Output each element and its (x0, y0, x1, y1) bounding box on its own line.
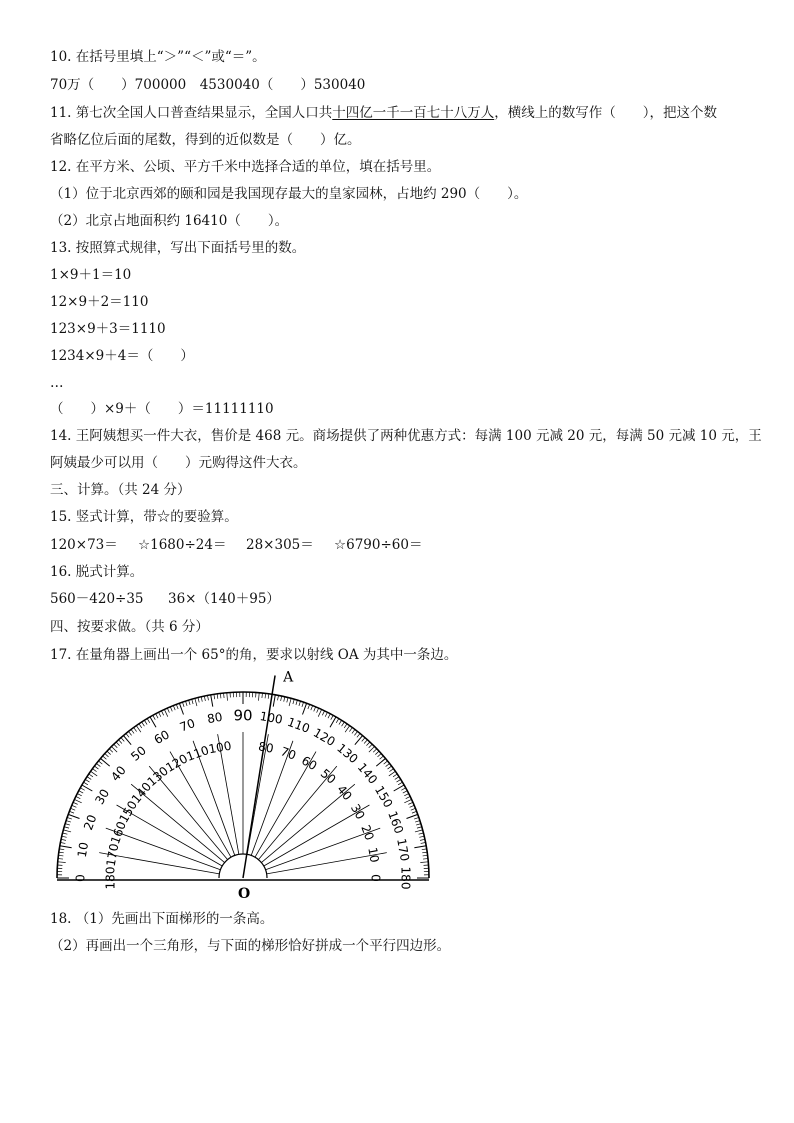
protractor-tick (79, 791, 83, 793)
q12-part1: （1）位于北京西郊的颐和园是我国现存最大的皇家园林，占地约 290（ ）。 (50, 186, 528, 202)
protractor-tick (159, 712, 161, 716)
protractor-tick (96, 763, 100, 766)
protractor-tick (116, 742, 119, 746)
protractor-tick (404, 799, 411, 802)
q15-stem: 15. 竖式计算，带☆的要验算。 (50, 509, 238, 525)
protractor-inner-label: 0 (368, 874, 383, 882)
protractor-tick (415, 830, 423, 832)
protractor-tick (289, 698, 291, 706)
protractor-tick (364, 740, 367, 744)
protractor-tick (167, 708, 169, 713)
q14-line1: 14. 王阿姨想买一件大衣，售价是 468 元。商场提供了两种优惠方式：每满 100 元减 20 元，每满 50 元减 10 元，王 (50, 428, 762, 444)
protractor-tick (161, 711, 163, 715)
protractor-tick (60, 846, 72, 848)
protractor-tick (302, 702, 304, 707)
protractor-inner-label: 10 (365, 846, 382, 864)
protractor-tick (352, 729, 355, 733)
protractor-tick (388, 766, 392, 769)
protractor-tick (293, 699, 294, 704)
protractor-tick (265, 693, 266, 698)
point-a-label: A (283, 669, 294, 686)
q13-row: 123×9＋3＝1110 (50, 321, 166, 337)
protractor-tick (76, 796, 80, 798)
protractor-inner-label: 130 (144, 763, 172, 790)
protractor-tick (224, 693, 225, 698)
protractor-outer-label: 120 (310, 725, 338, 750)
protractor-tick (398, 782, 402, 785)
protractor-tick (311, 706, 313, 711)
protractor-tick (128, 731, 131, 735)
protractor-tick (416, 824, 421, 825)
protractor-tick (395, 777, 399, 780)
protractor-tick (126, 733, 129, 737)
q15-item: 120×73＝ (50, 537, 118, 553)
protractor-tick (393, 774, 397, 777)
protractor-tick (136, 726, 141, 733)
q11-line2: 省略亿位后面的尾数，得到的近似数是（ ）亿。 (50, 132, 361, 148)
protractor-inner-label: 40 (334, 782, 355, 804)
protractor-tick (173, 706, 175, 711)
protractor-tick (107, 751, 111, 754)
protractor-tick (195, 698, 197, 706)
protractor-tick (201, 697, 202, 702)
protractor-inner-label: 80 (257, 739, 275, 756)
protractor-tick (142, 722, 145, 726)
protractor-tick (198, 698, 199, 703)
protractor-tick (69, 811, 74, 813)
q11-underlined-number: 十四亿一千一百七十八万人 (332, 105, 495, 121)
protractor-tick (134, 728, 137, 732)
protractor-tick (208, 695, 209, 700)
protractor-tick (67, 817, 72, 819)
protractor-tick (296, 700, 297, 705)
protractor-tick (211, 695, 213, 707)
protractor-tick (362, 738, 365, 742)
protractor-tick (59, 849, 64, 850)
protractor-tick (139, 724, 142, 728)
protractor-tick (62, 836, 67, 837)
protractor-tick (103, 756, 107, 759)
protractor-outer-label: 140 (354, 760, 381, 787)
protractor-tick (182, 702, 184, 707)
protractor-inner-label: 20 (358, 823, 377, 843)
protractor-tick (389, 771, 396, 776)
q13-stem: 13. 按照算式规律，写出下面括号里的数。 (50, 240, 306, 256)
protractor-tick (109, 749, 113, 752)
protractor-tick (73, 802, 78, 804)
protractor-tick (66, 821, 71, 823)
protractor-tick (192, 699, 193, 704)
q11-text-a: 11. 第七次全国人口普查结果显示，全国人口共 (50, 105, 333, 121)
protractor-tick (281, 696, 282, 701)
protractor-tick (419, 833, 424, 834)
protractor-tick (59, 852, 64, 853)
protractor-tick (61, 839, 66, 840)
protractor-tick (331, 715, 333, 719)
protractor-tick (179, 703, 183, 714)
protractor-tick (186, 701, 188, 706)
protractor-tick (349, 728, 352, 732)
protractor-tick (63, 830, 71, 832)
protractor-tick (101, 758, 110, 766)
protractor-tick (423, 855, 428, 856)
protractor-tick (60, 843, 65, 844)
protractor-tick (422, 849, 427, 850)
protractor-inner-label: 110 (184, 742, 211, 764)
protractor-tick (406, 796, 410, 798)
protractor-tick (111, 746, 117, 752)
protractor-outer-label: 170 (394, 837, 412, 863)
protractor-tick (420, 862, 428, 863)
protractor-tick (417, 827, 422, 828)
protractor-tick (414, 846, 426, 848)
protractor-tick (336, 719, 339, 723)
protractor-outer-label: 150 (371, 783, 396, 811)
protractor-inner-label: 50 (317, 766, 339, 787)
q15-item: ☆1680÷24＝ (138, 537, 227, 553)
protractor-outer-label: 160 (385, 809, 407, 836)
q15-item: ☆6790÷60＝ (334, 537, 423, 553)
protractor-tick (64, 827, 69, 828)
protractor-outer-label: 110 (285, 714, 312, 736)
point-o-label: O (238, 886, 251, 902)
section-3-heading: 三、计算。（共 24 分） (50, 482, 191, 498)
protractor-tick (259, 693, 260, 701)
protractor-tick (376, 758, 385, 766)
q10-row: 70万（ ）700000 4530040（ ）530040 (50, 77, 366, 93)
protractor-tick (354, 731, 357, 735)
protractor-tick (410, 805, 415, 807)
protractor-tick (308, 704, 310, 709)
protractor-tick (419, 836, 424, 837)
protractor-tick (404, 794, 408, 796)
protractor-tick (396, 779, 400, 782)
protractor-tick (284, 697, 285, 702)
protractor-outer-label: 50 (128, 743, 149, 764)
protractor-tick (144, 720, 147, 724)
protractor-tick (82, 785, 92, 791)
protractor-tick (105, 754, 109, 757)
protractor-inner-label: 180 (103, 866, 118, 890)
protractor-tick (68, 814, 79, 818)
protractor-tick (150, 717, 156, 727)
protractor-inner-label: 120 (163, 751, 191, 776)
protractor-tick (204, 696, 205, 701)
q16-stem: 16. 脱式计算。 (50, 564, 144, 580)
protractor-tick (85, 779, 89, 782)
protractor-tick (98, 761, 102, 764)
protractor-tick (411, 808, 416, 810)
protractor-tick (375, 751, 379, 754)
protractor-tick (91, 771, 98, 776)
protractor-inner-label: 100 (207, 738, 233, 757)
protractor-tick (268, 694, 269, 699)
protractor-tick (330, 717, 336, 727)
protractor-outer-label: 40 (108, 763, 129, 784)
protractor-tick (412, 811, 417, 813)
protractor-tick (176, 704, 178, 709)
protractor-tick (344, 724, 347, 728)
q18-part2: （2）再画出一个三角形，与下面的梯形恰好拼成一个平行四边形。 (50, 938, 451, 954)
protractor-tick (170, 707, 172, 712)
protractor-tick (389, 769, 393, 772)
protractor-tick (119, 740, 122, 744)
protractor-tick (369, 746, 375, 752)
protractor-tick (262, 693, 263, 698)
protractor-tick (407, 814, 418, 818)
protractor-tick (58, 862, 66, 863)
protractor-tick (189, 700, 190, 705)
protractor-inner-label: 70 (278, 744, 298, 763)
q14-line2: 阿姨最少可以用（ ）元购得这件大衣。 (50, 455, 307, 471)
protractor-tick (369, 744, 372, 748)
protractor-tick (357, 733, 360, 737)
protractor-inner-label: 140 (128, 779, 155, 807)
protractor-tick (345, 726, 350, 733)
protractor-tick (72, 805, 77, 807)
q15-item: 28×305＝ (246, 537, 314, 553)
protractor-tick (303, 703, 307, 714)
protractor-tick (378, 754, 382, 757)
protractor-outer-label: 90 (233, 706, 253, 725)
q11-text-b: ，横线上的数写作（ ），把这个数 (494, 105, 718, 121)
protractor-tick (147, 719, 150, 723)
q12-stem: 12. 在平方米、公顷、平方千米中选择合适的单位，填在括号里。 (50, 159, 441, 175)
protractor-tick (415, 821, 420, 823)
protractor-tick (58, 855, 63, 856)
protractor-outer-label: 0 (73, 874, 88, 882)
protractor-tick (220, 693, 221, 698)
q13-row: 1×9＋1＝10 (50, 267, 132, 283)
protractor-tick (94, 766, 98, 769)
protractor-inner-label: 30 (347, 801, 368, 822)
protractor-outer-label: 130 (334, 740, 361, 767)
protractor-tick (339, 720, 342, 724)
protractor-tick (227, 693, 228, 701)
protractor-tick (414, 817, 419, 819)
protractor-tick (65, 824, 70, 825)
protractor-tick (74, 799, 81, 802)
protractor-tick (278, 695, 279, 700)
protractor-inner-label: 170 (103, 842, 122, 868)
protractor-inner-label: 60 (299, 753, 320, 774)
protractor-tick (121, 738, 124, 742)
protractor-tick (328, 714, 330, 718)
section-4-heading: 四、按要求做。（共 6 分） (50, 619, 209, 635)
protractor-tick (93, 769, 97, 772)
protractor-tick (422, 852, 427, 853)
protractor-tick (87, 777, 91, 780)
q16-item: 36×（140＋95） (168, 591, 280, 607)
protractor-tick (58, 859, 63, 860)
protractor-tick (214, 694, 215, 699)
protractor-outer-label: 60 (151, 727, 172, 748)
protractor-tick (355, 736, 363, 745)
q17-stem: 17. 在量角器上画出一个 65°的角，要求以射线 OA 为其中一条边。 (50, 647, 458, 663)
q18-part1: 18. （1）先画出下面梯形的一条高。 (50, 911, 274, 927)
protractor-inner-label: 160 (107, 819, 129, 846)
protractor-outer-label: 80 (206, 709, 224, 727)
protractor-tick (384, 761, 388, 764)
protractor-tick (366, 742, 369, 746)
protractor-tick (314, 707, 316, 712)
protractor-tick (77, 794, 81, 796)
q13-row: 12×9＋2＝110 (50, 294, 149, 310)
protractor-outer-label: 10 (74, 841, 92, 859)
protractor-tick (408, 802, 413, 804)
protractor-tick (373, 749, 377, 752)
protractor-tick (318, 709, 321, 716)
protractor-tick (317, 708, 319, 713)
protractor-outer-label: 180 (398, 866, 413, 890)
protractor-tick (89, 774, 93, 777)
protractor-tick (423, 859, 428, 860)
protractor-tick (299, 701, 301, 706)
protractor-tick (164, 709, 167, 716)
q13-row: 1234×9＋4＝（ ） (50, 348, 194, 364)
q13-row: （ ）×9＋（ ）＝11111110 (50, 401, 274, 417)
q10-stem: 10. 在括号里填上“＞”“＜”或“＝”。 (50, 49, 266, 65)
protractor-outer-label: 70 (177, 716, 197, 735)
protractor-tick (273, 695, 275, 707)
protractor-tick (421, 843, 426, 844)
protractor-tick (386, 763, 390, 766)
protractor-tick (394, 785, 404, 791)
protractor-tick (322, 711, 324, 715)
protractor-tick (153, 715, 155, 719)
protractor-tick (80, 788, 84, 790)
protractor-tick (114, 744, 117, 748)
q12-part2: （2）北京占地面积约 16410（ ）。 (50, 213, 289, 229)
protractor-tick (401, 788, 405, 790)
protractor-tick (287, 698, 288, 703)
protractor-tick (217, 694, 218, 699)
protractor-tick (342, 722, 345, 726)
protractor-tick (84, 782, 88, 785)
protractor-outer-label: 30 (92, 786, 113, 807)
q16-item: 560－420÷35 (50, 591, 144, 607)
q13-row: … (50, 375, 64, 391)
protractor-tick (325, 712, 327, 716)
protractor-tick (156, 714, 158, 718)
protractor-tick (123, 736, 131, 745)
protractor-tick (63, 833, 68, 834)
protractor-tick (380, 756, 384, 759)
protractor-inner-label: 150 (116, 798, 141, 826)
protractor-tick (420, 839, 425, 840)
protractor-tick (71, 808, 76, 810)
protractor-tick (403, 791, 407, 793)
protractor-tick (131, 729, 134, 733)
protractor-outer-label: 20 (81, 812, 100, 832)
protractor-outer-label: 100 (258, 709, 284, 727)
